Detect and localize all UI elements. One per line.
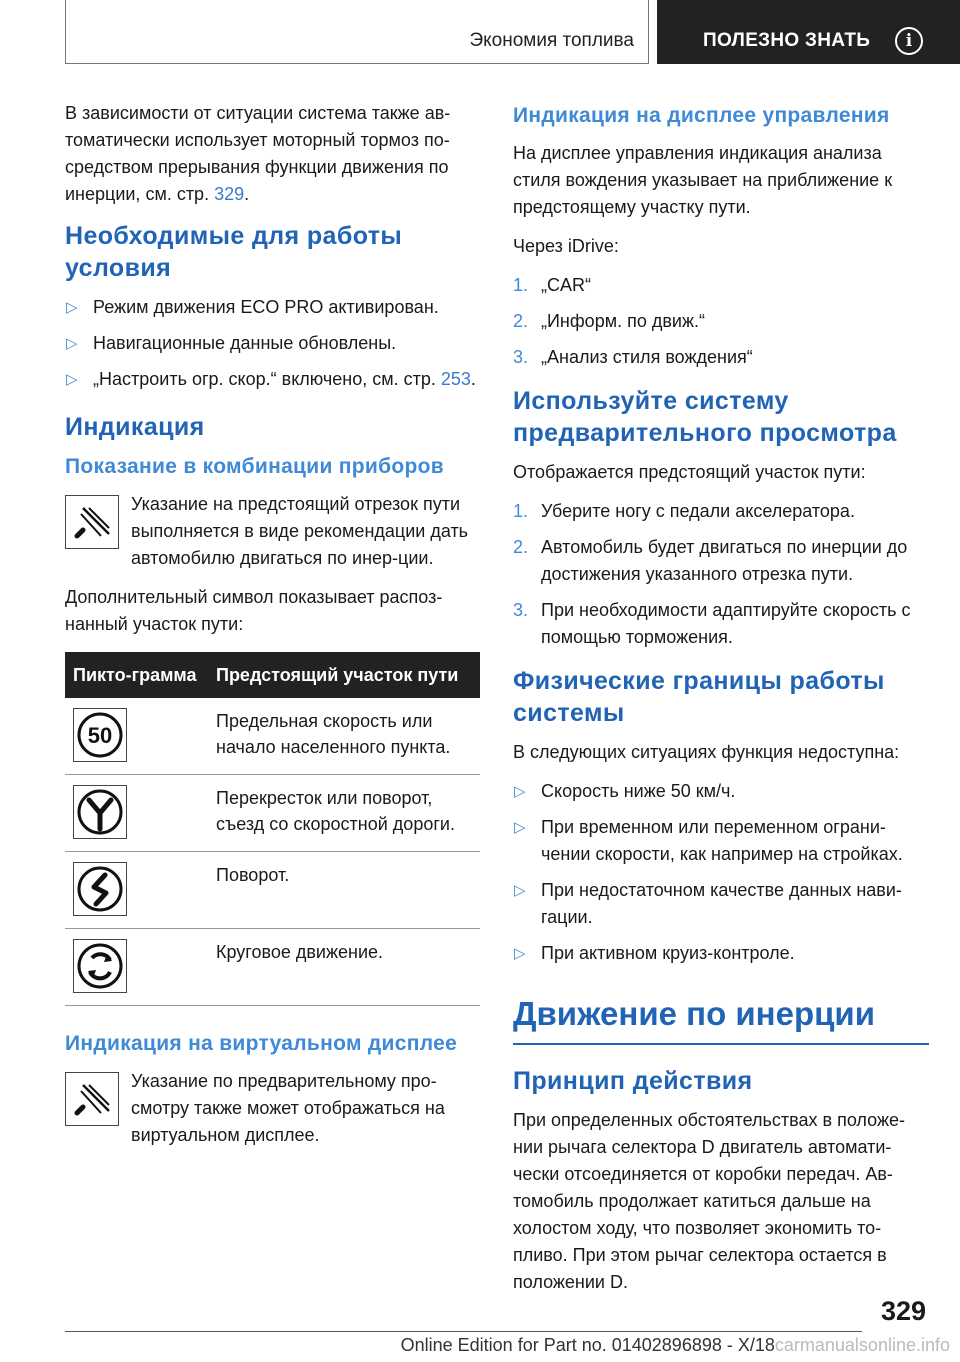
footer-edition: Online Edition for Part no. 01402896898 - X/18carmanualsonline.info — [400, 1335, 950, 1355]
list-item: 2. Автомобиль будет двигаться по инерции до достижения указанного отрезка пути. — [513, 537, 908, 584]
virtual-display-heading: Индикация на виртуальном дисплее — [65, 1032, 458, 1055]
table-row — [65, 929, 480, 1006]
limits-heading: Физические границы работы системы — [513, 667, 885, 727]
intro-paragraph: В зависимости от ситуации система также ав-томатически использует моторный тормоз по-средством прерывания функции движения по инерции, см. стр. 329. — [65, 103, 451, 204]
table-row — [65, 775, 480, 852]
table-header: Предстоящий участок пути — [208, 652, 480, 698]
table-cell: Перекресток или поворот, съезд со скоростной дороги. — [208, 775, 480, 852]
triangle-bullet-icon: ▷ — [514, 783, 526, 800]
principle-heading: Принцип действия — [513, 1067, 753, 1095]
virtual-display-note — [65, 1068, 480, 1149]
preview-heading: Используйте систему предварительного просмотра — [513, 387, 897, 447]
idrive-text: Через iDrive: — [513, 236, 619, 256]
roundabout-icon — [73, 939, 127, 993]
cd-text: На дисплее управления индикация анализа стиля вождения указывает на приближение к предстоящему участку пути. — [513, 143, 893, 217]
principle-text: При определенных обстоятельствах в положе-нии рычага селектора D двигатель автомати-чески отсоединяется от коробки передач. Ав-томобиль продолжает катиться дальше на холостом ходу, что позволяет экономить то-пливо. При этом рычаг селектора остается в положении D. — [513, 1110, 905, 1292]
list-item: ▷ „Настроить огр. скор.“ включено, см. стр. 253. — [65, 366, 480, 393]
cluster-text: Указание на предстоящий отрезок пути выполняется в виде рекомендации дать автомобилю двигаться по инер-ции. — [131, 494, 469, 568]
preview-steps — [513, 498, 929, 651]
info-icon: i — [895, 27, 923, 55]
list-item: ▷ При недостаточном качестве данных нави-гации. — [513, 877, 929, 931]
junction-icon — [73, 785, 127, 839]
coasting-heading: Движение по инерции — [513, 993, 929, 1045]
list-item: ▷ Режим движения ECO PRO активирован. — [65, 294, 480, 321]
page-number: 329 — [880, 1296, 926, 1326]
triangle-bullet-icon: ▷ — [514, 882, 526, 899]
section-tab[interactable] — [65, 0, 649, 64]
cd-heading: Индикация на дисплее управления — [513, 104, 890, 127]
table-row — [65, 698, 480, 775]
triangle-bullet-icon: ▷ — [66, 371, 78, 388]
conditions-heading: Необходимые для работы условия — [65, 222, 403, 282]
right-column — [513, 100, 929, 1308]
active-section-tab[interactable] — [657, 0, 960, 64]
footer-divider — [65, 1331, 862, 1332]
limits-text: В следующих ситуациях функция недоступна: — [513, 742, 900, 762]
cluster-note — [65, 491, 480, 572]
section-tab-label: Экономия топлива — [469, 30, 634, 51]
list-item: 2. „Информ. по движ.“ — [513, 311, 705, 331]
list-item: 1. Уберите ногу с педали акселератора. — [513, 501, 855, 521]
page-link[interactable]: 253 — [440, 369, 471, 389]
watermark: carmanualsonline.info — [774, 1335, 950, 1355]
menu-steps — [513, 272, 929, 371]
triangle-bullet-icon: ▷ — [514, 945, 526, 962]
triangle-bullet-icon: ▷ — [514, 819, 526, 836]
triangle-bullet-icon: ▷ — [66, 299, 78, 316]
active-tab-label: ПОЛЕЗНО ЗНАТЬ — [703, 30, 871, 51]
coasting-hint-icon — [65, 495, 119, 549]
list-item: ▷ Скорость ниже 50 км/ч. — [513, 778, 929, 805]
page-link[interactable]: 329 — [214, 184, 245, 204]
triangle-bullet-icon: ▷ — [66, 335, 78, 352]
speed-limit-50-icon — [73, 708, 127, 762]
virtual-display-text: Указание по предварительному про-смотру также может отображаться на виртуальном дисплее. — [131, 1071, 445, 1145]
list-item: ▷ При активном круиз-контроле. — [513, 940, 929, 967]
display-heading: Индикация — [65, 413, 205, 441]
table-cell: Предельная скорость или начало населенного пункта. — [208, 698, 480, 775]
table-header: Пикто-грамма — [65, 652, 208, 698]
cluster-heading: Показание в комбинации приборов — [65, 455, 444, 478]
list-item: 3. „Анализ стиля вождения“ — [513, 347, 753, 367]
pictogram-table — [65, 652, 480, 1006]
conditions-list — [65, 294, 480, 393]
table-cell: Поворот. — [208, 852, 480, 929]
speed-sign-text: 50 — [87, 723, 113, 748]
left-column — [65, 100, 480, 1161]
coasting-hint-icon — [65, 1072, 119, 1126]
preview-text: Отображается предстоящий участок пути: — [513, 462, 866, 482]
extra-symbol-text: Дополнительный символ показывает распоз-нанный участок пути: — [65, 587, 443, 634]
list-item: ▷ При временном или переменном ограни-чении скорости, как например на стройках. — [513, 814, 929, 868]
list-item: 1. „CAR“ — [513, 275, 591, 295]
list-item: 3. При необходимости адаптируйте скорость с помощью торможения. — [513, 600, 911, 647]
curve-icon — [73, 862, 127, 916]
limits-list — [513, 778, 929, 967]
table-row — [65, 852, 480, 929]
list-item: ▷ Навигационные данные обновлены. — [65, 330, 480, 357]
table-cell: Круговое движение. — [208, 929, 480, 1006]
